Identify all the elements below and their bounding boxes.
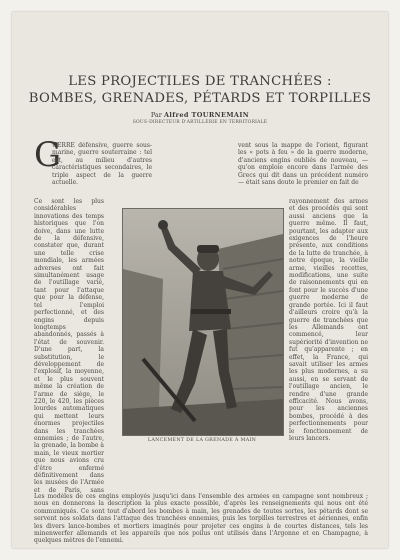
byline-prefix: Par (150, 111, 162, 119)
body-text-right-column: rayonnement des armes et des procédés qui sont aussi anciens que la guerre même. Il faut, pourtant, les adapter aux exigences de l'heure présente, aux conditions de la lutte de tranchée, à notre époque, la vieille arme, vieilles recettes, modifications, une suite de raisonnements qui en font pour le succès d'une guerre moderne de grande portée. Ici il faut d'ailleurs croire qu'à la guerre de tranchées que les Allemands ont commencé, leur supériorité d'invention ne fut qu'apparente ; en effet, la France, qui savait utiliser les armes les plus modernes, a su aussi, en se servant de l'outillage ancien, le rendre d'une grande efficacité. Nous avons, pour les anciennes bombes, procédé à des perfectionnements pour le fonctionnement de leurs lancers. (289, 198, 368, 442)
article-title-line-1: LES PROJECTILES DE TRANCHÉES : (68, 74, 332, 89)
soldier-photograph-illustration (123, 209, 283, 435)
body-text-bottom: Les modèles de ces engins employés jusqu'ici dans l'ensemble des armées en campagne sont nombreux ; nous en donnerons la description la plus exacte possible, d'après les renseignements qui nous ont été communiqués. Ce sont tout d'abord les bombes à main, les grenades de toutes sortes, les pétards dont se servent nos soldats dans l'attaque des tranchées ennemies, puis les torpilles terrestres et aériennes, enfin les divers lance-bombes et mortiers imaginés pour projeter ces engins à de courtes distances, tels les minenwerfer allemands et les appareils que nos poilus ont utilisés dans l'Argonne et en Champagne, à quelques mètres de l'ennemi. (34, 493, 368, 545)
body-text-right-top: vent sous la mappe de l'orient, figurant les « pots à feu » de la guerre moderne, d'anciens engins oubliés de nouveau, — qu'on emploie encore dans l'armée des Grecs qui dit dans un précédent numéro — était sans doute le premier en fait de (238, 142, 368, 187)
article-title-line-2: BOMBES, GRENADES, PÉTARDS ET TORPILLES (28, 91, 372, 106)
body-text-opening: UERRE défensive, guerre sous-marine, guerre souterraine : tel est, au milieu d'autres caractéristiques secondaires, le triple aspect de la guerre actuelle. (52, 142, 152, 187)
magazine-page (12, 12, 388, 548)
soldier-photograph (122, 208, 284, 436)
body-text-left-column: Ce sont les plus considérables innovations des temps historiques que l'on doive, dans une lutte de la défensive, constater que, durant une telle crise mondiale, les armées adverses ont fait simultanément usage de l'outillage varié, tant pour l'attaque que pour la défense, tel l'emploi perfectionné, et des engins depuis longtemps abandonnés, passés à l'état de souvenir. D'une part, la substitution, le développement de l'explosif, la moyenne, et le plus souvent même la création de l'arme de siège, le 220, le 420, les pièces lourdes automatiques qui mettent leurs énormes projectiles dans les tranchées ennemies ; de l'autre, la grenade, la bombe à main, le vieux mortier que nous avions cru d'être enfermé définitivement dans les musées de l'Armée et de Paris, sans (34, 198, 104, 493)
photo-caption: LANCEMENT DE LA GRENADE À MAIN (147, 438, 257, 443)
author-role: SOUS-DIRECTEUR D'ARTILLERIE EN TERRITORIALE (132, 120, 268, 125)
drop-cap: G (34, 135, 62, 175)
author-name: Alfred TOURNEMAIN (163, 111, 250, 119)
byline (12, 111, 388, 119)
